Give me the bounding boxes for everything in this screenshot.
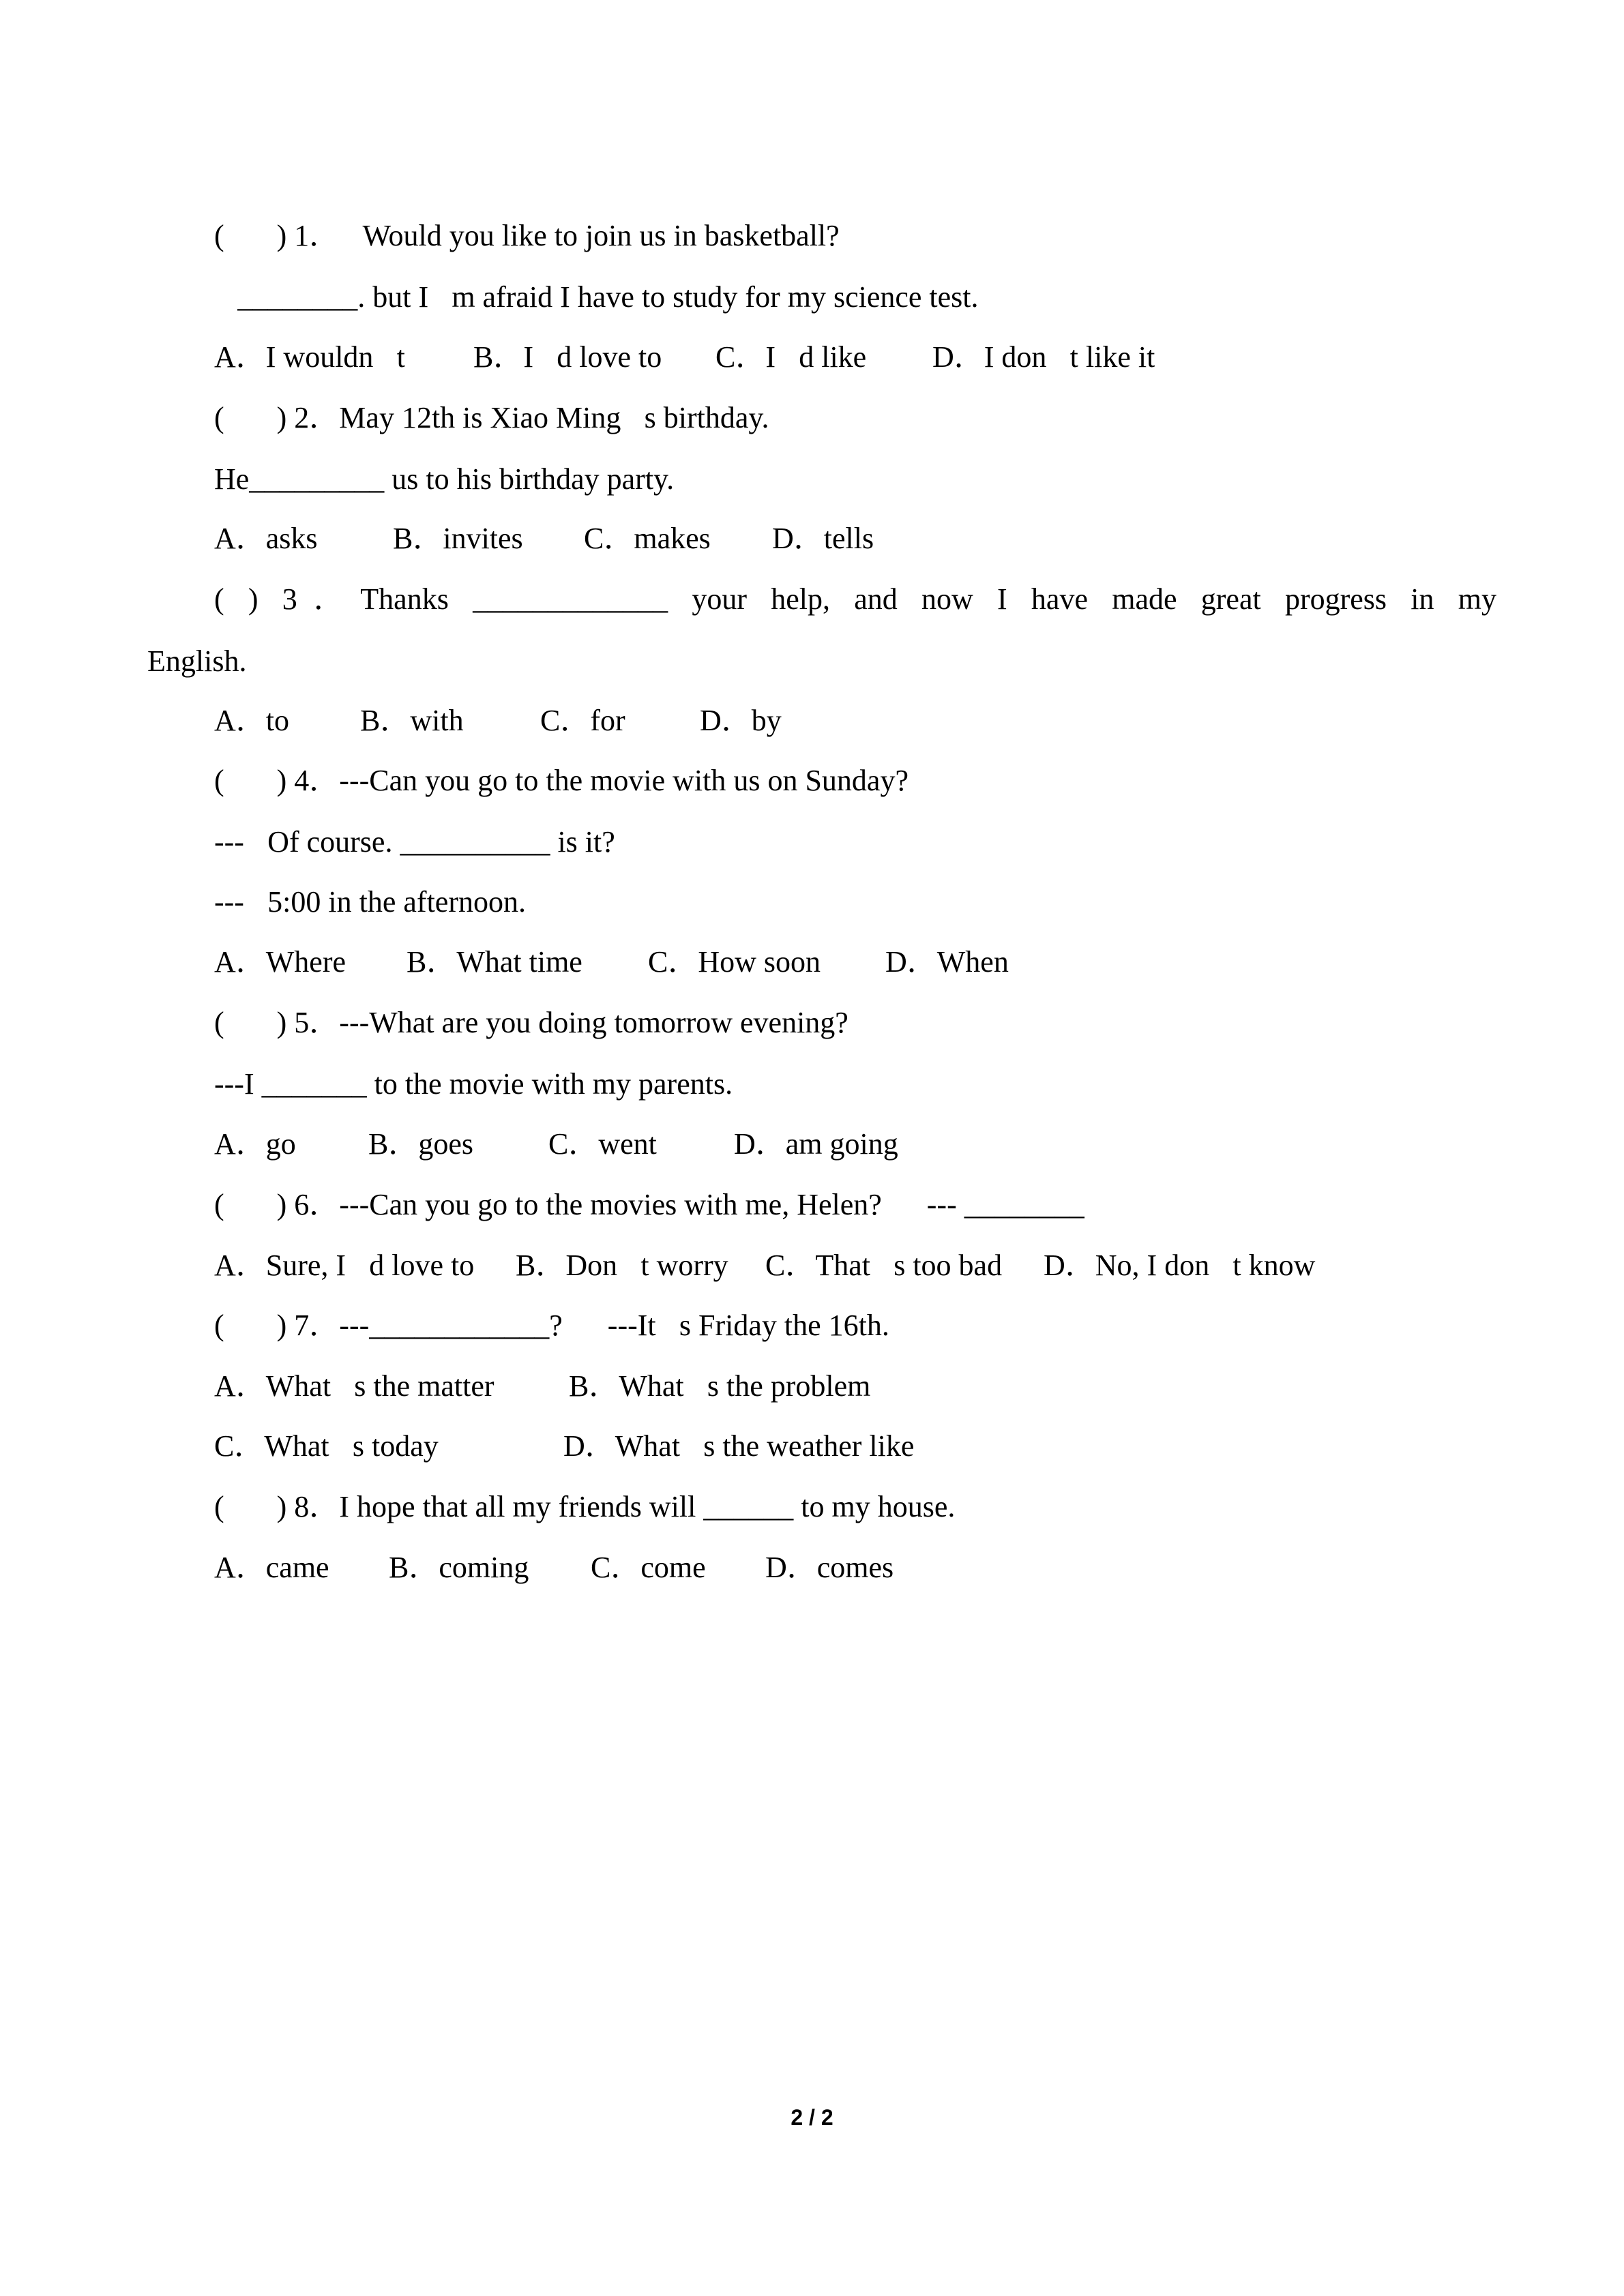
question-1-option-a: A．I wouldn t xyxy=(214,340,405,374)
question-3-option-b: B．with xyxy=(360,704,464,737)
question-7-stem: ( ) 7．---____________? ---It s Friday the 16th. xyxy=(214,1309,889,1342)
question-5-option-a: A．go xyxy=(214,1127,296,1161)
question-4-line-3: --- 5:00 in the afternoon.  xyxy=(214,885,550,919)
question-2-option-a: A．asks xyxy=(214,522,318,555)
question-4-option-d: D．When xyxy=(885,945,1009,979)
question-2-options xyxy=(214,520,874,558)
question-2-option-d: D．tells xyxy=(772,522,874,555)
question-2-stem: ( ) 2．May 12th is Xiao Ming s birthday. xyxy=(214,401,769,434)
question-1-option-d: D．I don t like it xyxy=(932,340,1155,374)
question-6-option-a: A．Sure, I d love to xyxy=(214,1249,475,1282)
question-4-line-2: --- Of course. __________ is it?  xyxy=(214,825,638,859)
question-6-option-c: C．That s too bad xyxy=(765,1249,1003,1282)
question-3-stem: ( ) 3．Thanks _____________ your help, and now I have made great progress in my xyxy=(214,582,1496,616)
question-8-option-c: C．come xyxy=(591,1551,706,1584)
question-7-option-c: C．What s today xyxy=(214,1429,439,1463)
question-6-option-b: B．Don t worry xyxy=(516,1249,728,1282)
question-5-option-d: D．am going xyxy=(734,1127,898,1161)
question-5-option-b: B．goes xyxy=(368,1127,473,1161)
question-8-option-b: B．coming xyxy=(389,1551,529,1584)
question-6-options xyxy=(214,1247,1315,1285)
question-3-option-d: D．by xyxy=(700,704,782,737)
question-1-option-b: B．I d love to xyxy=(473,340,662,374)
question-7-options-row-1 xyxy=(214,1367,870,1405)
question-3-option-a: A．to xyxy=(214,704,289,737)
question-4-stem: ( ) 4．---Can you go to the movie with us on Sunday? xyxy=(214,764,909,797)
question-2-line-2: He_________ us to his birthday party. xyxy=(214,462,675,496)
question-8-options xyxy=(214,1549,894,1587)
question-5-option-c: C．went xyxy=(548,1127,657,1161)
question-4-options xyxy=(214,943,1009,981)
question-4-option-a: A．Where xyxy=(214,945,346,979)
question-8-stem: ( ) 8．I hope that all my friends will ______ to my house. xyxy=(214,1490,956,1523)
question-2-option-c: C．makes xyxy=(584,522,711,555)
question-3-line-2: English. xyxy=(147,644,247,678)
question-7-options-row-2 xyxy=(214,1427,914,1465)
question-7-option-d: D．What s the weather like xyxy=(563,1429,915,1463)
question-8-option-d: D．comes xyxy=(765,1551,894,1584)
question-5-line-2: ---I _______ to the movie with my parents. xyxy=(214,1067,733,1101)
question-5-options xyxy=(214,1125,898,1163)
question-6-option-d: D．No, I don t know xyxy=(1044,1249,1316,1282)
question-8-option-a: A．came xyxy=(214,1551,329,1584)
question-2-option-b: B．invites xyxy=(393,522,523,555)
question-3-options xyxy=(214,702,782,740)
question-7-option-b: B．What s the problem xyxy=(569,1369,871,1403)
question-3-option-c: C．for xyxy=(540,704,625,737)
question-1-option-c: C．I d like xyxy=(715,340,867,374)
question-1-options xyxy=(214,338,1155,376)
question-4-option-c: C．How soon xyxy=(648,945,821,979)
page-number: 2 / 2 xyxy=(791,2105,833,2130)
question-7-option-a: A．What s the matter xyxy=(214,1369,494,1403)
question-1-line-2:  ________. but I m afraid I have to study for my science test.  xyxy=(214,280,1002,314)
question-4-option-b: B．What time xyxy=(407,945,582,979)
question-6-stem: ( ) 6．---Can you go to the movies with me, Helen? --- ________ xyxy=(214,1188,1084,1221)
question-5-stem: ( ) 5．---What are you doing tomorrow evening? xyxy=(214,1006,848,1039)
question-1-stem: ( ) 1． Would you like to join us in basketball?  xyxy=(214,219,863,252)
